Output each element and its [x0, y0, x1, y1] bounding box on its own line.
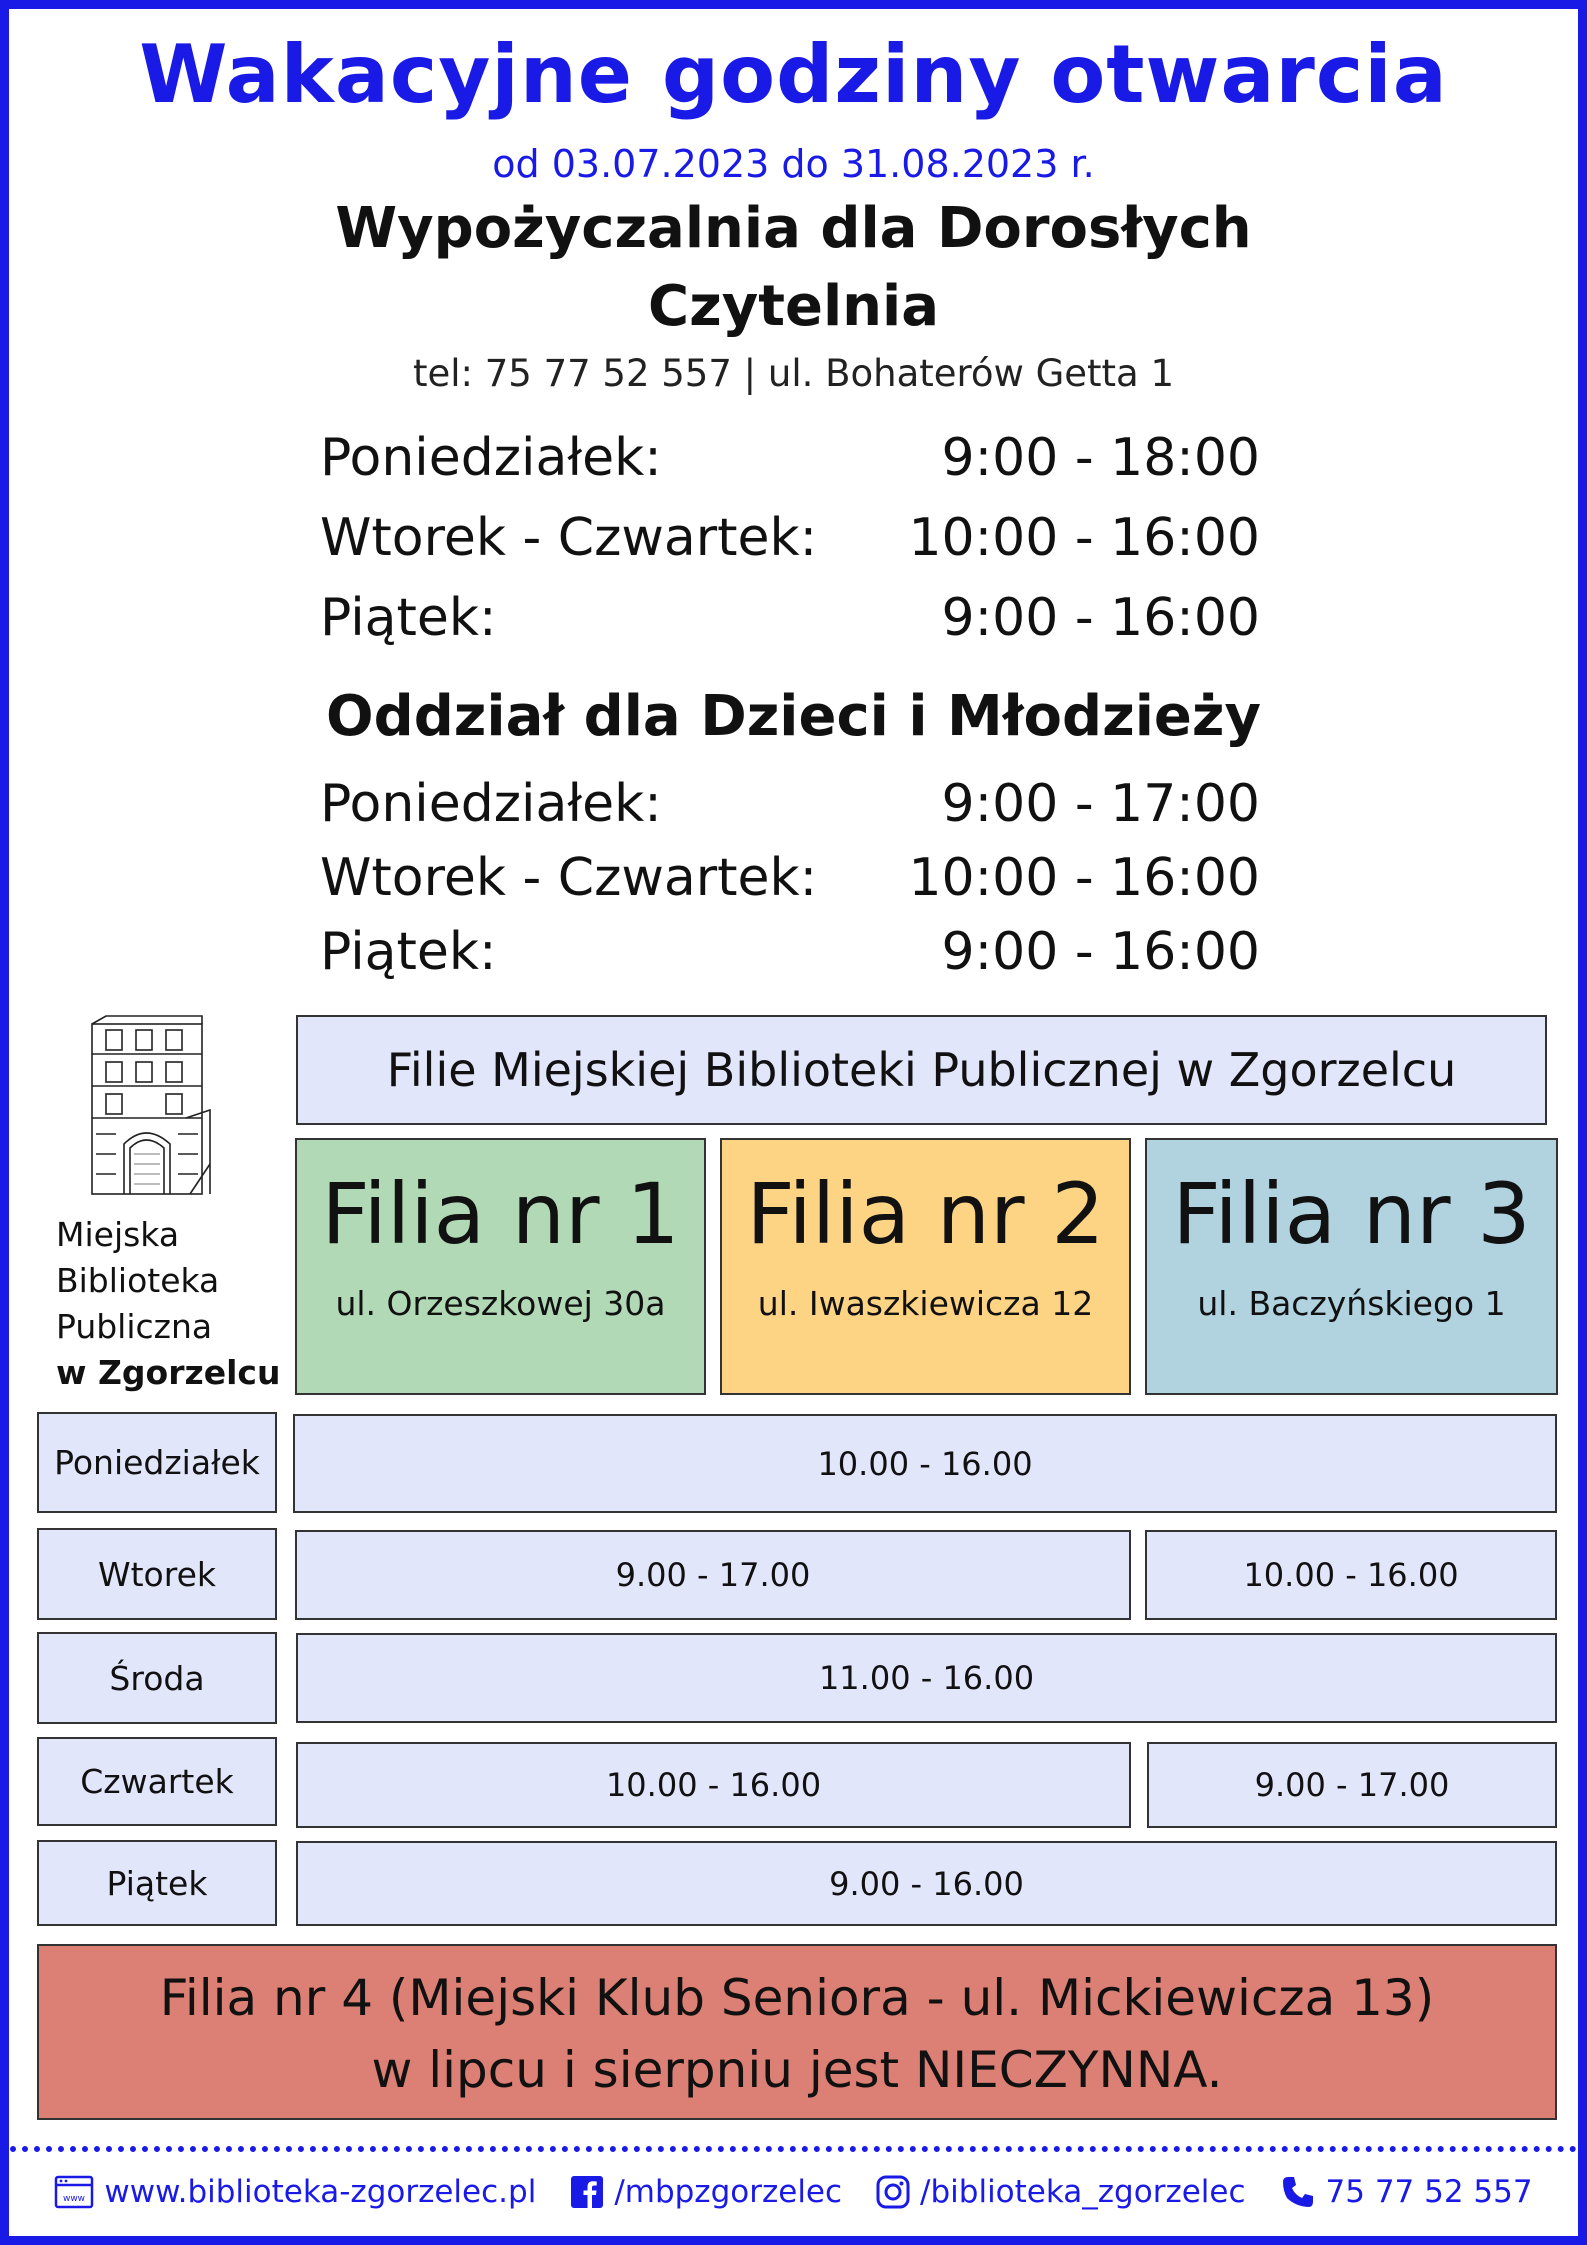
friday-hours-all: 9.00 - 16.00 — [296, 1841, 1557, 1926]
tuesday-hours-filia-1-2: 9.00 - 17.00 — [295, 1530, 1131, 1620]
children-hours-row — [320, 774, 1260, 844]
notice-line: w lipcu i sierpniu jest NIECZYNNA. — [371, 2041, 1223, 2099]
notice-line: Filia nr 4 (Miejski Klub Seniora - ul. Mickiewicza 13) — [159, 1969, 1435, 2027]
day-monday: Poniedziałek — [37, 1412, 277, 1513]
children-hours-row — [320, 922, 1260, 992]
logo-line: Miejska — [56, 1215, 180, 1254]
footer-divider — [10, 2146, 1577, 2152]
logo-prefix: w — [56, 1353, 98, 1392]
day-label: Piątek: — [320, 922, 497, 982]
phone-icon — [1280, 2174, 1316, 2210]
day-label: Poniedziałek: — [320, 774, 662, 834]
children-title: Oddział dla Dzieci i Młodzieży — [326, 684, 1261, 749]
adults-hours-row — [320, 428, 1260, 498]
reading-room-title: Czytelnia — [648, 274, 939, 339]
facebook-link[interactable] — [570, 2174, 842, 2210]
website-link[interactable] — [54, 2174, 536, 2210]
day-label: Poniedziałek: — [320, 428, 662, 488]
time-range: 10:00 - 16:00 — [908, 508, 1260, 568]
facebook-text: /mbpzgorzelec — [614, 2174, 843, 2210]
footer — [0, 2162, 1587, 2222]
svg-text:www: www — [63, 2194, 86, 2204]
thursday-hours-filia-3: 9.00 - 17.00 — [1147, 1742, 1557, 1828]
website-icon — [54, 2175, 94, 2209]
thursday-hours-filia-1-2: 10.00 - 16.00 — [296, 1742, 1131, 1828]
time-range: 9:00 - 17:00 — [941, 774, 1260, 834]
adults-hours-row — [320, 508, 1260, 578]
branch-name: Filia nr 3 — [1172, 1165, 1531, 1263]
day-label: Wtorek - Czwartek: — [320, 848, 818, 908]
branch-name: Filia nr 1 — [321, 1165, 680, 1263]
branch-address: ul. Orzeszkowej 30a — [335, 1284, 666, 1323]
website-text: www.biblioteka-zgorzelec.pl — [104, 2174, 537, 2210]
day-wednesday: Środa — [37, 1632, 277, 1724]
logo-city: Zgorzelcu — [97, 1353, 281, 1392]
branch-4-closed-notice — [37, 1944, 1557, 2120]
page-title: Wakacyjne godziny otwarcia — [139, 28, 1448, 121]
instagram-link[interactable] — [876, 2174, 1245, 2210]
phone-text: 75 77 52 557 — [1325, 2174, 1533, 2210]
logo-line — [56, 1350, 280, 1396]
period: od 03.07.2023 do 31.08.2023 r. — [492, 142, 1095, 186]
branch-address: ul. Baczyńskiego 1 — [1197, 1284, 1506, 1323]
building-icon — [86, 1014, 216, 1200]
day-friday: Piątek — [37, 1840, 277, 1926]
adults-hours-row — [320, 588, 1260, 658]
phone-link[interactable] — [1280, 2174, 1533, 2210]
monday-hours-all: 10.00 - 16.00 — [293, 1414, 1557, 1513]
branch-card-3 — [1145, 1138, 1558, 1395]
adults-title: Wypożyczalnia dla Dorosłych — [335, 196, 1252, 261]
day-tuesday: Wtorek — [37, 1528, 277, 1620]
instagram-icon — [876, 2175, 910, 2209]
children-hours-row — [320, 848, 1260, 918]
logo-line: Publiczna — [56, 1307, 213, 1346]
branches-header: Filie Miejskiej Biblioteki Publicznej w Zgorzelcu — [296, 1015, 1547, 1125]
time-range: 9:00 - 16:00 — [941, 922, 1260, 982]
logo-text — [56, 1212, 280, 1396]
time-range: 9:00 - 16:00 — [941, 588, 1260, 648]
tuesday-hours-filia-3: 10.00 - 16.00 — [1145, 1530, 1557, 1620]
wednesday-hours-all: 11.00 - 16.00 — [296, 1633, 1557, 1723]
branch-address: ul. Iwaszkiewicza 12 — [757, 1284, 1094, 1323]
facebook-icon — [570, 2175, 604, 2209]
day-label: Wtorek - Czwartek: — [320, 508, 818, 568]
branch-card-2 — [720, 1138, 1131, 1395]
time-range: 10:00 - 16:00 — [908, 848, 1260, 908]
instagram-text: /biblioteka_zgorzelec — [920, 2174, 1246, 2210]
branch-name: Filia nr 2 — [746, 1165, 1105, 1263]
day-label: Piątek: — [320, 588, 497, 648]
logo-line: Biblioteka — [56, 1261, 220, 1300]
library-building-logo — [86, 1014, 216, 1200]
day-thursday: Czwartek — [37, 1737, 277, 1826]
time-range: 9:00 - 18:00 — [941, 428, 1260, 488]
branch-card-1 — [295, 1138, 706, 1395]
adults-contact: tel: 75 77 52 557 | ul. Bohaterów Getta 1 — [412, 352, 1175, 395]
